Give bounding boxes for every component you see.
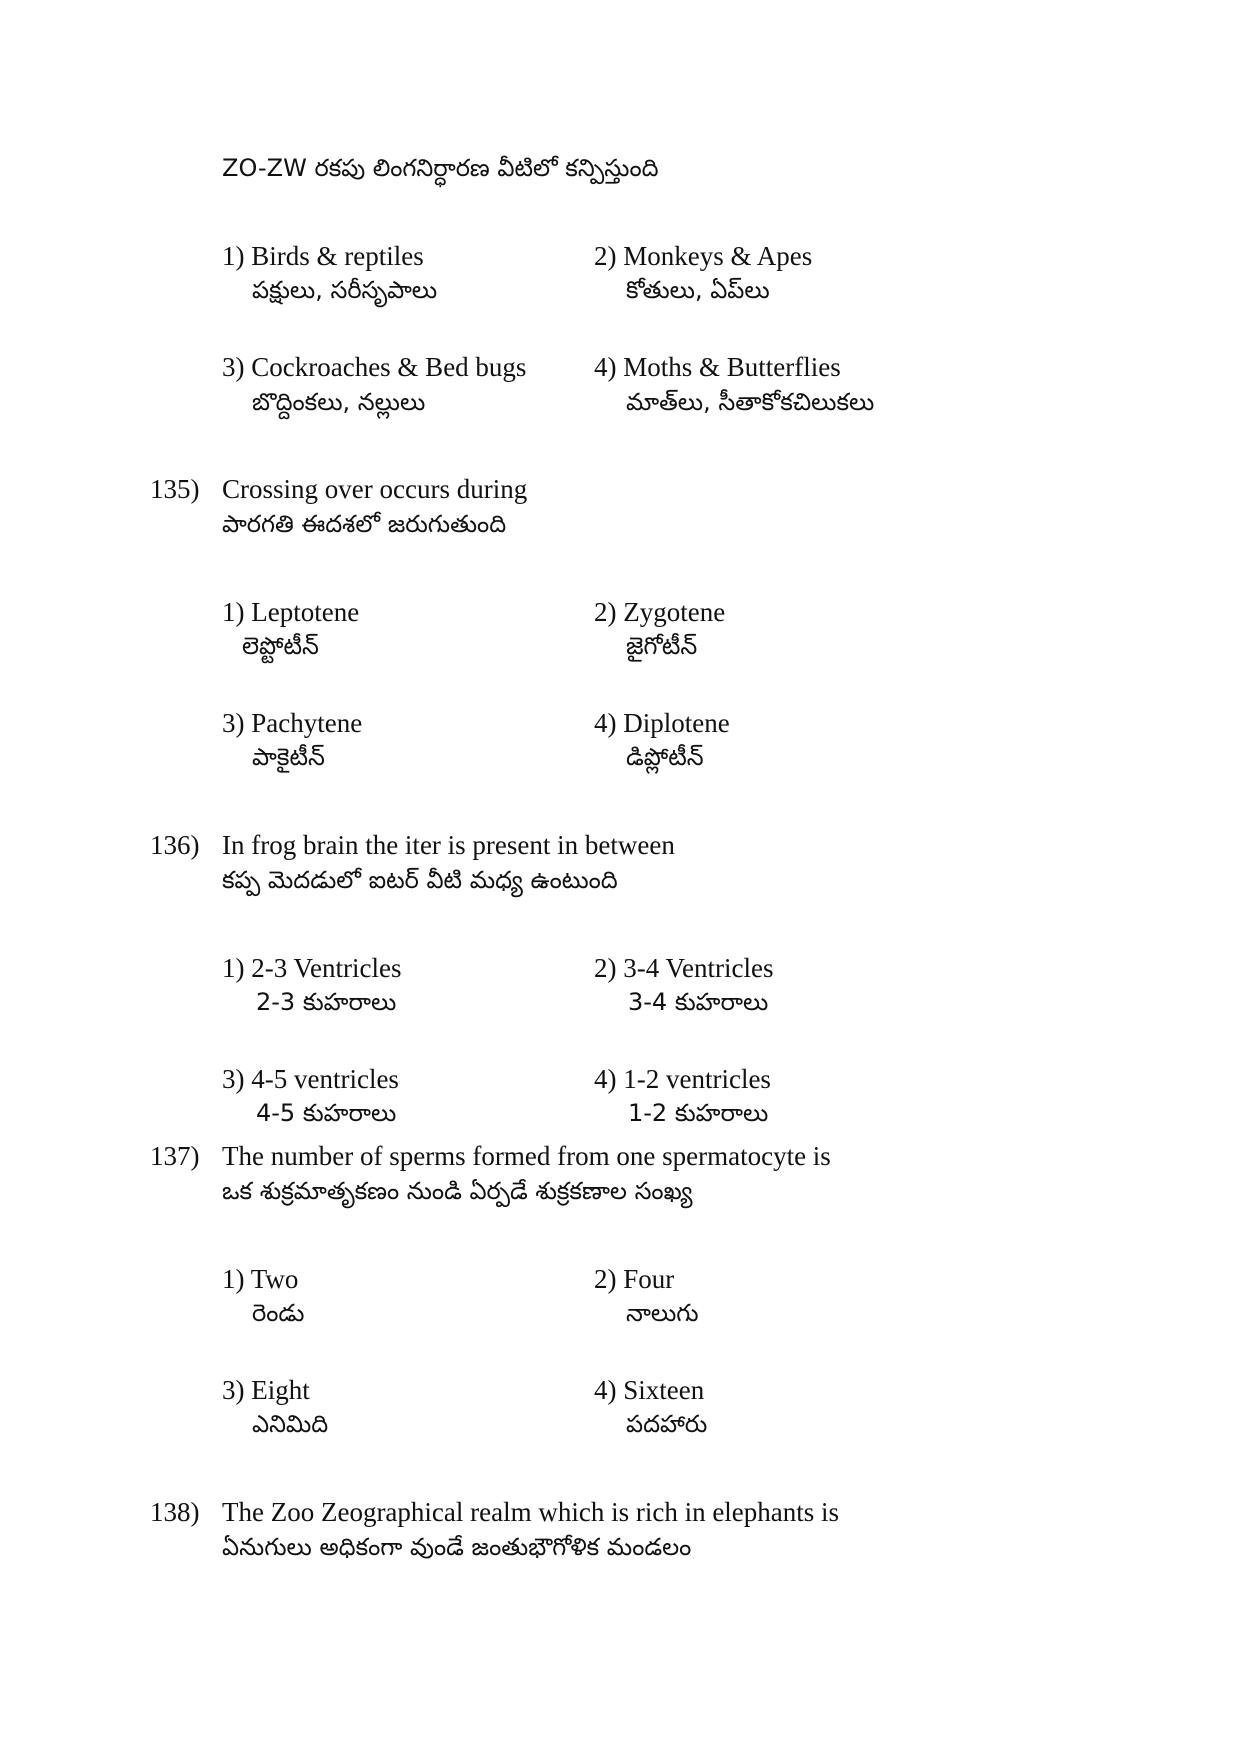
q137-option-1-english: 1) Two [222, 1264, 299, 1294]
question-136-number: 136) [150, 830, 200, 860]
q134-option-1-telugu: పక్షులు, సరీసృపాలు [252, 276, 438, 304]
q135-option-3-english: 3) Pachytene [222, 708, 363, 738]
q135-option-4-english: 4) Diplotene [594, 708, 730, 738]
q137-option-2-telugu: నాలుగు [626, 1299, 699, 1327]
q137-option-3-telugu: ఎనిమిది [252, 1410, 329, 1438]
q136-option-4-english: 4) 1-2 ventricles [594, 1064, 771, 1094]
q135-option-2-english: 2) Zygotene [594, 597, 726, 627]
question-136-telugu: కప్ప మెదడులో ఐటర్ వీటి మధ్య ఉంటుంది [222, 866, 618, 894]
q135-option-3-telugu: పాకైటీన్ [252, 743, 325, 771]
q134-option-2-english: 2) Monkeys & Apes [594, 241, 813, 271]
q134-option-4-telugu: మాత్‌లు, సీతాకోకచిలుకలు [626, 388, 875, 416]
question-137-telugu: ఒక శుక్రమాతృకణం నుండి ఏర్పడే శుక్రకణాల సంఖ్య [222, 1177, 693, 1205]
q134-option-2-telugu: కోతులు, ఏప్‌లు [626, 276, 770, 304]
q136-option-1-english: 1) 2-3 Ventricles [222, 953, 402, 983]
q137-option-3-english: 3) Eight [222, 1375, 310, 1405]
q135-option-2-telugu: జైగోటీన్ [626, 632, 698, 660]
question-138-telugu: ఏనుగులు అధికంగా వుండే జంతుభౌగోళిక మండలం [222, 1533, 692, 1561]
q134-option-4-english: 4) Moths & Butterflies [594, 352, 841, 382]
q135-option-1-english: 1) Leptotene [222, 597, 360, 627]
question-135-number: 135) [150, 474, 200, 504]
q136-option-3-telugu: 4-5 కుహరాలు [256, 1099, 397, 1127]
q137-option-4-telugu: పదహారు [626, 1410, 708, 1438]
q137-option-4-english: 4) Sixteen [594, 1375, 705, 1405]
question-137-english: The number of sperms formed from one spermatocyte is [222, 1141, 831, 1171]
q136-option-2-english: 2) 3-4 Ventricles [594, 953, 774, 983]
question-138-number: 138) [150, 1497, 200, 1527]
question-135-telugu: పారగతి ఈదశలో జరుగుతుంది [222, 510, 507, 538]
question-137-number: 137) [150, 1141, 200, 1171]
question-136-english: In frog brain the iter is present in between [222, 830, 675, 860]
q137-option-1-telugu: రెండు [252, 1299, 305, 1327]
q135-option-4-telugu: డిప్లోటీన్ [626, 743, 704, 771]
q135-option-1-telugu: లెప్టోటీన్ [242, 632, 319, 660]
q134-option-1-english: 1) Birds & reptiles [222, 241, 424, 271]
q134-option-3-english: 3) Cockroaches & Bed bugs [222, 352, 527, 382]
q137-option-2-english: 2) Four [594, 1264, 675, 1294]
q136-option-2-telugu: 3-4 కుహరాలు [628, 988, 769, 1016]
q134-option-3-telugu: బొద్దింకలు, నల్లులు [252, 388, 426, 416]
question-138-english: The Zoo Zeographical realm which is rich in elephants is [222, 1497, 840, 1527]
q136-option-1-telugu: 2-3 కుహరాలు [256, 988, 397, 1016]
question-134-telugu: ZO-ZW రకపు లింగనిర్ధారణ వీటిలో కన్పిస్తుంది [222, 154, 659, 182]
q136-option-4-telugu: 1-2 కుహరాలు [628, 1099, 769, 1127]
question-135-english: Crossing over occurs during [222, 474, 528, 504]
q136-option-3-english: 3) 4-5 ventricles [222, 1064, 399, 1094]
